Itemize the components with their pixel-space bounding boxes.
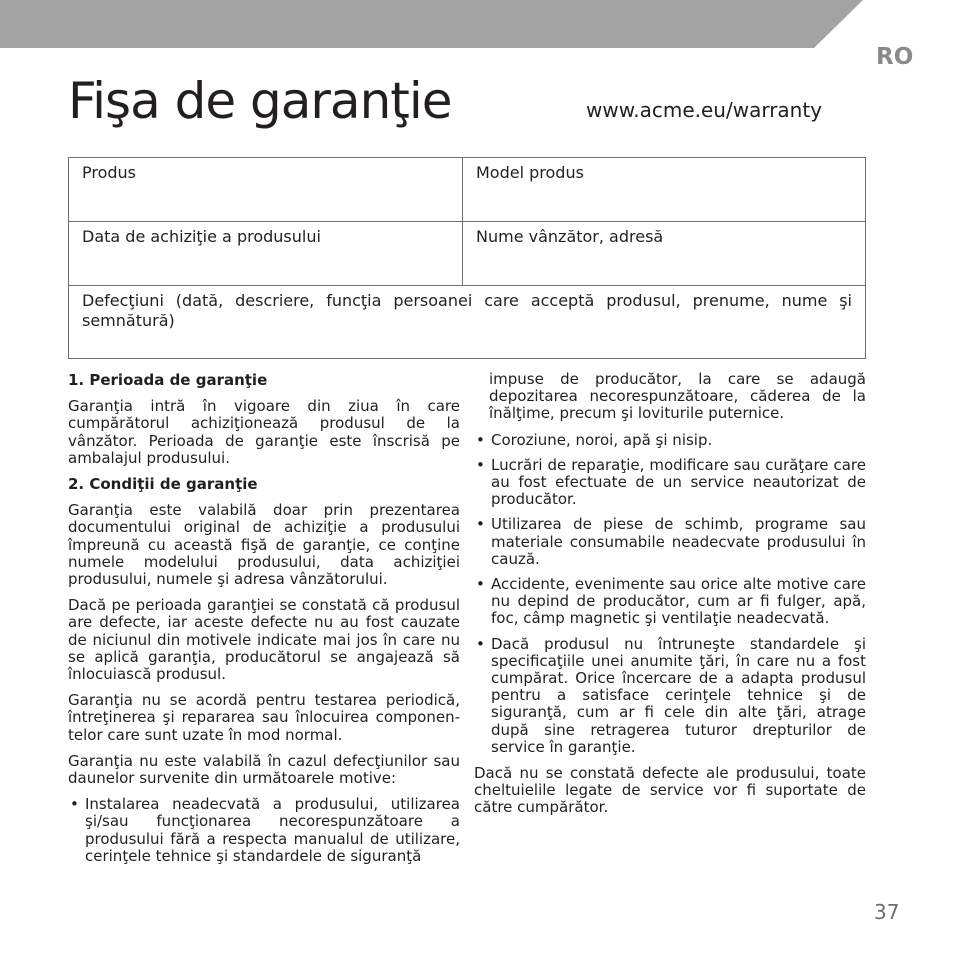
bullet-icon: •	[476, 430, 485, 449]
page-title: Fişa de garanţie	[68, 72, 452, 130]
form-label-model: Model produs	[476, 163, 584, 182]
bullet-icon: •	[476, 634, 485, 653]
list-item-text: Instalarea neadecvată a produsului, utilizarea şi/sau funcţionarea necorespunzătoare a produsului fără a respecta manualul de utilizare, cerinţele tehnice şi standardele de siguranţă	[85, 795, 460, 865]
form-label-seller: Nume vânzător, adresă	[476, 227, 664, 246]
bullet-icon: •	[476, 515, 485, 534]
list-item	[474, 576, 866, 628]
form-label-product: Produs	[82, 163, 137, 182]
list-item	[68, 796, 460, 865]
form-cell-model[interactable]	[463, 158, 865, 222]
exclusions-list	[474, 432, 866, 756]
section2-paragraph-2: Dacă pe perioada garanţiei se constată că produsul are defecte, iar aceste defecte nu au fost cauzate de niciunul din motivele indicate mai jos în care nu se aplică garanţia, producătorul se angajează să înlocuiască produsul.	[68, 596, 460, 684]
list-item	[474, 636, 866, 756]
list-item-text: Utilizarea de piese de schimb, programe sau materiale consumabile neadecvate produsului în cauză.	[491, 515, 866, 568]
section2-paragraph-3: Garanţia nu se acordă pentru testarea periodică, întreţinerea şi repararea sau înlocuirea componen- telor care sunt uzate în mod normal.	[68, 691, 460, 744]
list-item	[474, 432, 866, 449]
closing-paragraph: Dacă nu se constată defecte ale produsului, toate cheltuielile legate de service vor fi suportate de către cumpărător.	[474, 764, 866, 817]
form-cell-defects[interactable]	[69, 286, 865, 358]
header-bar	[0, 0, 954, 48]
warranty-url: www.acme.eu/warranty	[586, 98, 823, 122]
language-code: RO	[876, 44, 914, 70]
bullet-icon: •	[476, 455, 485, 474]
list-item-continuation: impuse de producător, la care se adaugă depozitarea necorespunzătoare, căderea de la înălţime, precum şi loviturile puternice.	[489, 370, 866, 423]
form-cell-product[interactable]	[69, 158, 463, 222]
page-number: 37	[874, 900, 900, 924]
list-item-text: Accidente, evenimente sau orice alte motive care nu depind de producător, cum ar fi fulger, apă, foc, câmp magnetic şi ventilaţie neadecvată.	[491, 575, 866, 628]
exclusions-list-start	[68, 796, 460, 865]
list-item-text: Dacă produsul nu întruneşte standardele şi specificaţiile unei anumite ţări, în care nu a fost cumpărat. Orice încercare de a adapta produsul pentru a satisface cerinţele tehnice şi de siguranţă, cum ar fi cele din alte ţări, atrage după sine retragerea tuturor drepturilor de service în garanţie.	[491, 634, 866, 756]
list-item	[474, 457, 866, 509]
section2-heading: 2. Condiţii de garanţie	[68, 475, 258, 494]
form-cell-seller[interactable]	[463, 222, 865, 286]
list-item	[474, 516, 866, 568]
list-item-text: Coroziune, noroi, apă şi nisip.	[491, 430, 713, 449]
left-column	[68, 372, 460, 874]
form-cell-purchase-date[interactable]	[69, 222, 463, 286]
bullet-icon: •	[70, 795, 79, 814]
section2-paragraph-1: Garanţia este valabilă doar prin prezentarea documentului original de achiziţie a produsului împreună cu această fişă de garanţie, ce conţine numele modelului produsului, data achiziţiei produsului, numele şi adresa vânzătorului.	[68, 501, 460, 589]
warranty-form-table	[68, 157, 866, 359]
form-label-defects: Defecţiuni (dată, descriere, funcţia persoanei care acceptă produsul, prenume, nume şi semnătură)	[82, 291, 852, 330]
section1-heading: 1. Perioada de garanţie	[68, 371, 268, 389]
bullet-icon: •	[476, 575, 485, 594]
section2-paragraph-4: Garanţia nu este valabilă în cazul defecţiunilor sau daunelor survenite din următoarele motive:	[68, 751, 460, 788]
list-item-text: Lucrări de reparaţie, modificare sau curăţare care au fost efectuate de un service neautorizat de producător.	[491, 455, 866, 509]
right-column	[474, 372, 866, 826]
form-label-purchase-date: Data de achiziţie a produsului	[82, 227, 321, 246]
section1-text: Garanţia intră în vigoare din ziua în care cumpărătorul achiziţionează produsul de la vânzător. Perioada de garanţie este înscrisă pe ambalajul produsului.	[68, 397, 460, 467]
